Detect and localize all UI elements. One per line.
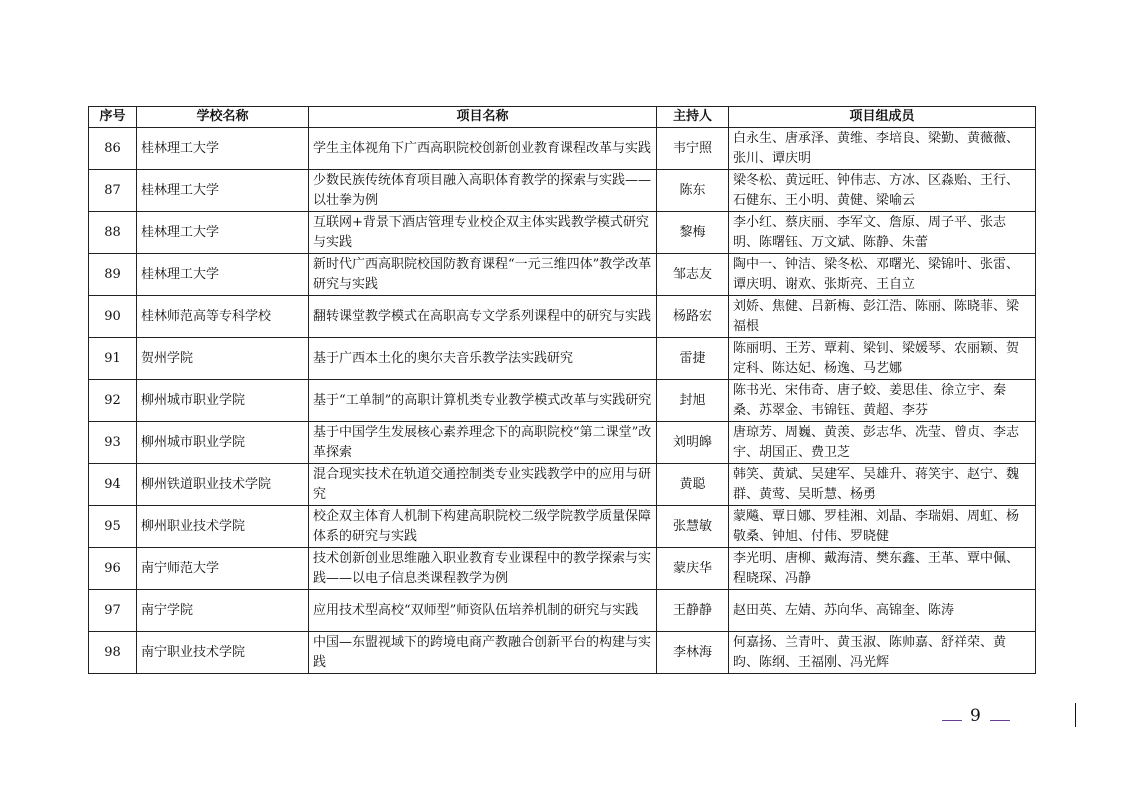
cell-no: 92 xyxy=(89,380,137,422)
cell-lead: 黄聪 xyxy=(657,464,729,506)
cell-members: 刘娇、焦健、吕新梅、彭江浩、陈丽、陈晓菲、梁福根 xyxy=(729,296,1036,338)
table-row xyxy=(89,170,1036,212)
table-header-row xyxy=(89,107,1036,128)
table-row xyxy=(89,380,1036,422)
cell-members: 赵田英、左婧、苏向华、高锦奎、陈涛 xyxy=(729,590,1036,632)
cell-school: 南宁学院 xyxy=(137,590,309,632)
cell-lead: 封旭 xyxy=(657,380,729,422)
cell-school: 桂林理工大学 xyxy=(137,254,309,296)
header-members: 项目组成员 xyxy=(729,107,1036,128)
cell-project: 少数民族传统体育项目融入高职体育教学的探索与实践——以壮拳为例 xyxy=(309,170,657,212)
cell-project: 基于“工单制”的高职计算机类专业教学模式改革与实践研究 xyxy=(309,380,657,422)
header-lead: 主持人 xyxy=(657,107,729,128)
cell-members: 李小红、蔡庆丽、李军文、詹原、周子平、张志明、陈曙钰、万文斌、陈静、朱蕾 xyxy=(729,212,1036,254)
header-project: 项目名称 xyxy=(309,107,657,128)
cell-members: 陈丽明、王芳、覃莉、梁钊、梁媛琴、农丽颖、贺定科、陈达妃、杨逸、马艺娜 xyxy=(729,338,1036,380)
cell-project: 翻转课堂教学模式在高职高专文学系列课程中的研究与实践 xyxy=(309,296,657,338)
cell-members: 何嘉扬、兰青叶、黄玉淑、陈帅嘉、舒祥荣、黄昀、陈纲、王福刚、冯光辉 xyxy=(729,632,1036,674)
cell-project: 基于广西本土化的奥尔夫音乐教学法实践研究 xyxy=(309,338,657,380)
table-row xyxy=(89,464,1036,506)
footer-dash-left xyxy=(942,720,962,721)
table-row xyxy=(89,254,1036,296)
cell-project: 学生主体视角下广西高职院校创新创业教育课程改革与实践 xyxy=(309,128,657,170)
cell-school: 桂林师范高等专科学校 xyxy=(137,296,309,338)
cell-project: 互联网+背景下酒店管理专业校企双主体实践教学模式研究与实践 xyxy=(309,212,657,254)
cell-no: 96 xyxy=(89,548,137,590)
cell-no: 91 xyxy=(89,338,137,380)
cell-no: 94 xyxy=(89,464,137,506)
cell-school: 桂林理工大学 xyxy=(137,128,309,170)
cell-no: 90 xyxy=(89,296,137,338)
cell-members: 李光明、唐柳、戴海清、樊东鑫、王革、覃中佩、程晓琛、冯静 xyxy=(729,548,1036,590)
cell-no: 93 xyxy=(89,422,137,464)
table-row xyxy=(89,548,1036,590)
cell-lead: 韦宁照 xyxy=(657,128,729,170)
cell-no: 97 xyxy=(89,590,137,632)
cell-members: 唐琼芳、周巍、黄羡、彭志华、冼莹、曾贞、李志宇、胡国正、费卫芝 xyxy=(729,422,1036,464)
cell-school: 南宁师范大学 xyxy=(137,548,309,590)
table-row xyxy=(89,296,1036,338)
cell-school: 柳州职业技术学院 xyxy=(137,506,309,548)
cell-no: 87 xyxy=(89,170,137,212)
cell-no: 98 xyxy=(89,632,137,674)
cell-school: 柳州铁道职业技术学院 xyxy=(137,464,309,506)
cell-lead: 黎梅 xyxy=(657,212,729,254)
table-row xyxy=(89,590,1036,632)
cell-school: 桂林理工大学 xyxy=(137,212,309,254)
table-row xyxy=(89,422,1036,464)
cell-school: 贺州学院 xyxy=(137,338,309,380)
cell-project: 校企双主体育人机制下构建高职院校二级学院教学质量保障体系的研究与实践 xyxy=(309,506,657,548)
cell-no: 89 xyxy=(89,254,137,296)
cell-school: 柳州城市职业学院 xyxy=(137,380,309,422)
table-body xyxy=(89,128,1036,674)
footer-dash-right xyxy=(990,720,1010,721)
cell-members: 梁冬松、黄远旺、钟伟志、方冰、区淼贻、王行、石健东、王小明、黄健、梁喻云 xyxy=(729,170,1036,212)
cell-no: 88 xyxy=(89,212,137,254)
table-row xyxy=(89,338,1036,380)
cell-no: 95 xyxy=(89,506,137,548)
cell-project: 混合现实技术在轨道交通控制类专业实践教学中的应用与研究 xyxy=(309,464,657,506)
cell-lead: 刘明皞 xyxy=(657,422,729,464)
cell-project: 新时代广西高职院校国防教育课程“一元三维四体”教学改革研究与实践 xyxy=(309,254,657,296)
cell-lead: 杨路宏 xyxy=(657,296,729,338)
table-row xyxy=(89,128,1036,170)
cell-school: 桂林理工大学 xyxy=(137,170,309,212)
margin-rule xyxy=(1075,703,1076,727)
page-footer xyxy=(940,706,1020,730)
cell-members: 陈书光、宋伟奇、唐子蛟、姜思佳、徐立宇、秦桑、苏翠金、韦锦钰、黄超、李芬 xyxy=(729,380,1036,422)
header-no: 序号 xyxy=(89,107,137,128)
cell-project: 应用技术型高校“双师型”师资队伍培养机制的研究与实践 xyxy=(309,590,657,632)
cell-lead: 王静静 xyxy=(657,590,729,632)
cell-school: 柳州城市职业学院 xyxy=(137,422,309,464)
cell-members: 韩笑、黄斌、吴建军、吴雄升、蒋笑宇、赵宁、魏群、黄莺、吴昕慧、杨勇 xyxy=(729,464,1036,506)
page-number: 9 xyxy=(970,706,981,726)
cell-lead: 邹志友 xyxy=(657,254,729,296)
cell-no: 86 xyxy=(89,128,137,170)
project-table xyxy=(88,106,1036,674)
cell-lead: 李林海 xyxy=(657,632,729,674)
cell-lead: 蒙庆华 xyxy=(657,548,729,590)
cell-project: 基于中国学生发展核心素养理念下的高职院校“第二课堂”改革探索 xyxy=(309,422,657,464)
cell-school: 南宁职业技术学院 xyxy=(137,632,309,674)
table-row xyxy=(89,506,1036,548)
header-school: 学校名称 xyxy=(137,107,309,128)
cell-project: 技术创新创业思维融入职业教育专业课程中的教学探索与实践——以电子信息类课程教学为例 xyxy=(309,548,657,590)
cell-members: 蒙飚、覃日娜、罗桂湘、刘晶、李瑞娟、周虹、杨敬桑、钟旭、付伟、罗晓健 xyxy=(729,506,1036,548)
cell-members: 白永生、唐承泽、黄维、李培良、梁勤、黄薇薇、张川、谭庆明 xyxy=(729,128,1036,170)
cell-members: 陶中一、钟洁、梁冬松、邓曙光、梁锦叶、张雷、谭庆明、谢欢、张斯亮、王自立 xyxy=(729,254,1036,296)
cell-lead: 张慧敏 xyxy=(657,506,729,548)
table-row xyxy=(89,212,1036,254)
cell-lead: 雷捷 xyxy=(657,338,729,380)
table-row xyxy=(89,632,1036,674)
cell-lead: 陈东 xyxy=(657,170,729,212)
cell-project: 中国—东盟视域下的跨境电商产教融合创新平台的构建与实践 xyxy=(309,632,657,674)
